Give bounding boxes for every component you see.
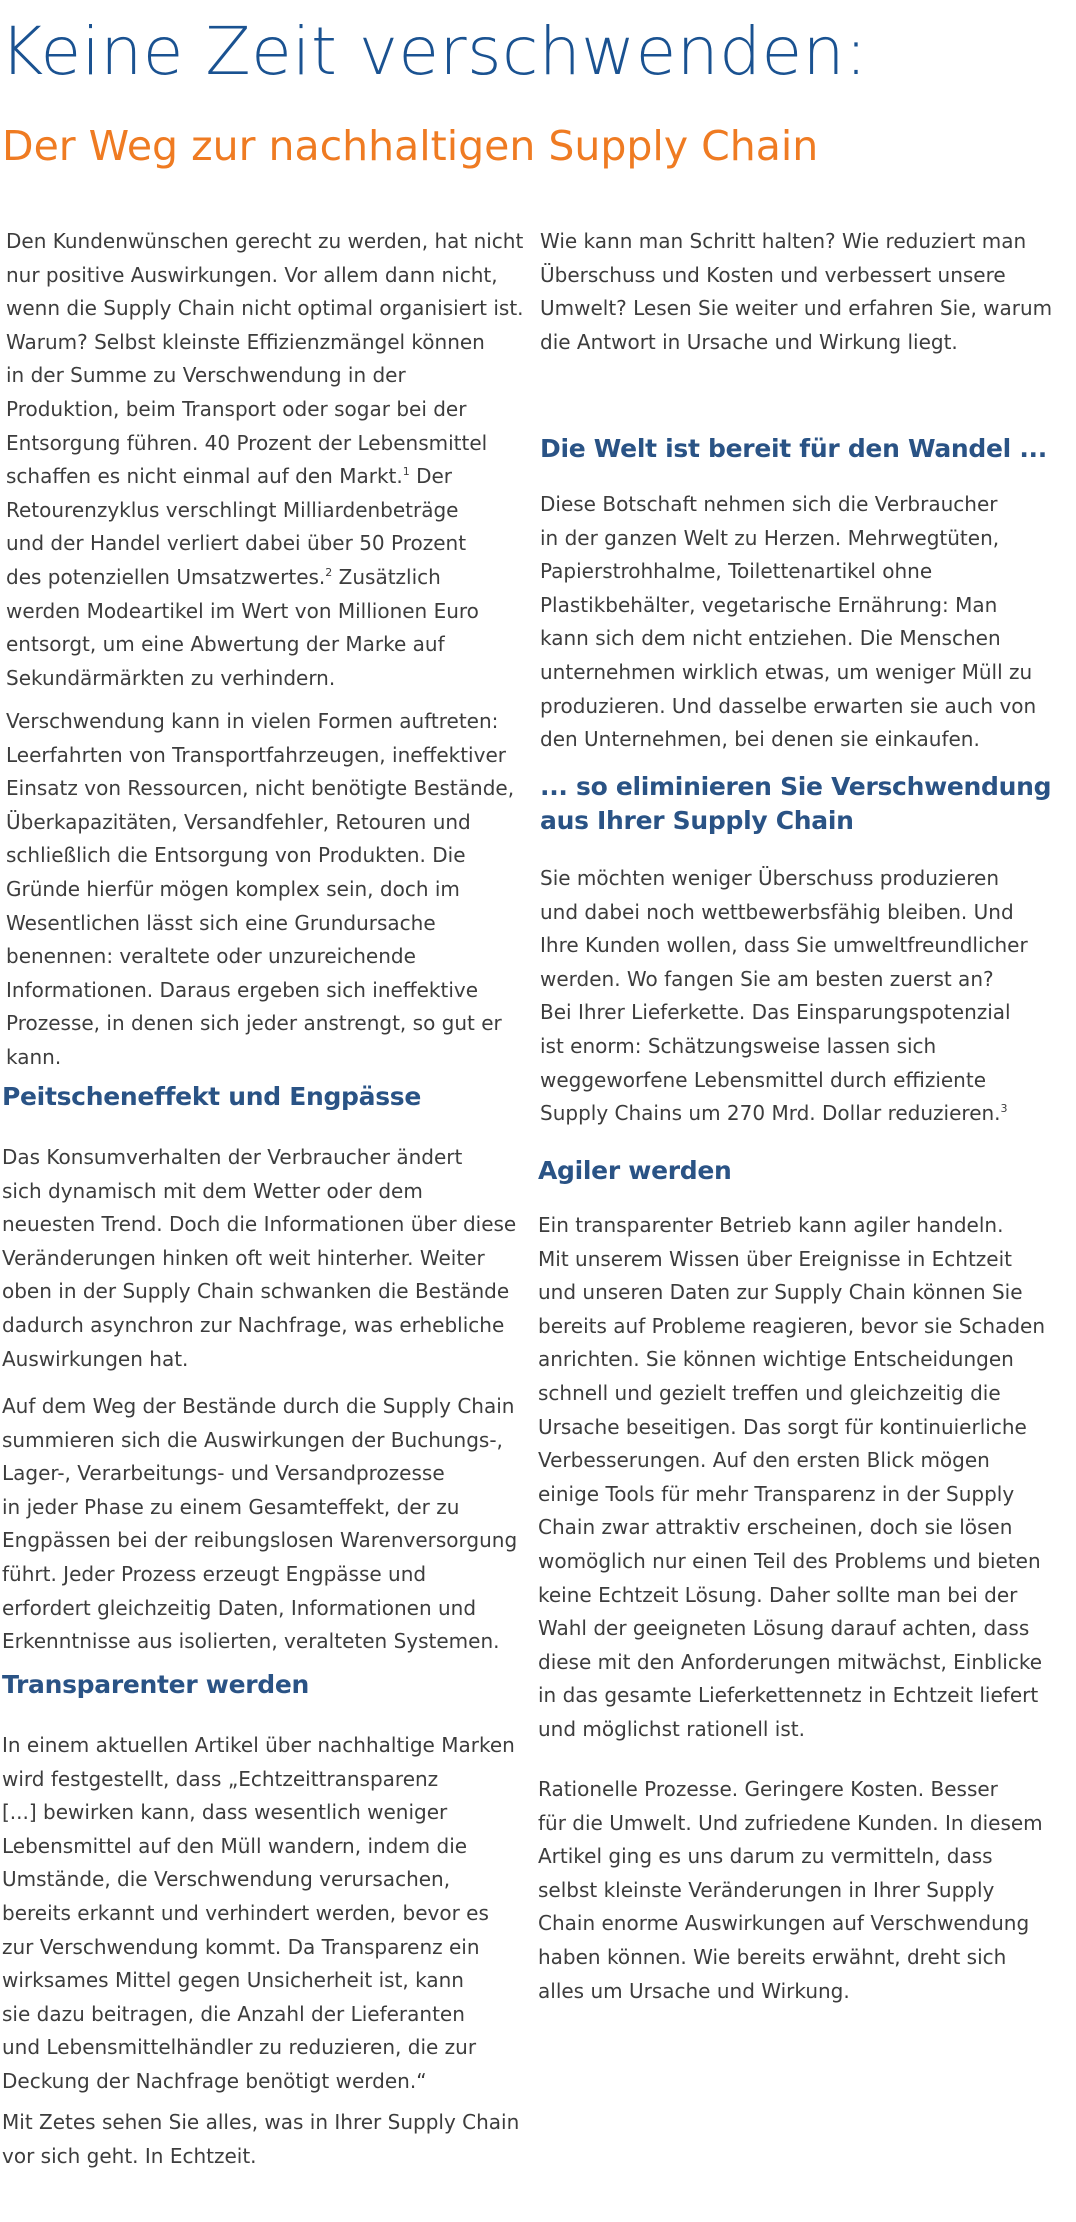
text-line: Erkenntnisse aus isolierten, veralteten Systemen. [2, 1629, 500, 1654]
text-line: zur Verschwendung kommt. Da Transparenz ein [2, 1934, 480, 1959]
text-line: und möglichst rationell ist. [538, 1716, 805, 1741]
text-line: unternehmen wirklich etwas, um weniger Müll zu [540, 659, 1033, 684]
text-line: wirksames Mittel gegen Unsicherheit ist, kann [2, 1968, 464, 1993]
text-line: keine Echtzeit Lösung. Daher sollte man bei der [538, 1582, 1018, 1607]
text-line: und Lebensmittelhändler zu reduzieren, die zur [2, 2035, 477, 2060]
text-line: Einsatz von Ressourcen, nicht benötigte Bestände, [6, 776, 515, 801]
footnote-marker: 2 [325, 565, 333, 579]
text-line: und der Handel verliert dabei über 50 Prozent [6, 531, 467, 556]
text-line: wird festgestellt, dass „Echtzeittransparenz [2, 1766, 439, 1791]
paragraph-less-surplus [540, 862, 1028, 1131]
section-heading-world-ready: Die Welt ist bereit für den Wandel ... [540, 434, 1047, 463]
footnote-marker: 3 [1000, 1102, 1008, 1116]
text-line: nur positive Auswirkungen. Vor allem dann nicht, [6, 262, 498, 287]
text-line: Prozesse, in denen sich jeder anstrengt, so gut er [6, 1011, 502, 1036]
text-line: weggeworfene Lebensmittel durch effiziente [540, 1067, 986, 1092]
text-line: Entsorgung führen. 40 Prozent der Lebensmittel [6, 430, 488, 455]
text-line: Artikel ging es uns darum zu vermitteln, dass [538, 1844, 993, 1869]
text-line: dadurch asynchron zur Nachfrage, was erhebliche [2, 1312, 505, 1337]
text-line: summieren sich die Auswirkungen der Buchungs-, [2, 1427, 503, 1452]
text-line: Papierstrohhalme, Toilettenartikel ohne [540, 559, 933, 584]
heading-line: aus Ihrer Supply Chain [540, 806, 854, 835]
footnote-marker: 1 [402, 465, 410, 479]
text-line: selbst kleinste Veränderungen in Ihrer Supply [538, 1877, 995, 1902]
paragraph-agile-operations [538, 1209, 1045, 1747]
text-line: Lebensmittel auf den Müll wandern, indem die [2, 1833, 468, 1858]
paragraph-intro [6, 225, 524, 695]
text-line: in jeder Phase zu einem Gesamteffekt, der zu [2, 1494, 460, 1519]
text-line: womöglich nur einen Teil des Problems und bieten [538, 1548, 1041, 1573]
text-segment: schaffen es nicht einmal auf den Markt. [6, 464, 403, 489]
text-line: Deckung der Nachfrage benötigt werden.“ [2, 2068, 427, 2093]
text-line: Sekundärmärkten zu verhindern. [6, 665, 336, 690]
text-segment: Supply Chains um 270 Mrd. Dollar reduzieren. [540, 1101, 1001, 1126]
text-line: Chain zwar attraktiv erscheinen, doch sie lösen [538, 1515, 1013, 1540]
text-line: in der Summe zu Verschwendung in der [6, 363, 406, 388]
text-line: für die Umwelt. Und zufriedene Kunden. In diesem [538, 1810, 1043, 1835]
page-title: Keine Zeit verschwenden: [0, 13, 868, 90]
text-line: Wesentlichen lässt sich eine Grundursache [6, 910, 436, 935]
text-line-with-footnote [6, 561, 524, 595]
text-line: Das Konsumverhalten der Verbraucher ändert [2, 1145, 463, 1169]
text-line: Warum? Selbst kleinste Effizienzmängel können [6, 329, 485, 354]
text-line: Retourenzyklus verschlingt Milliardenbeträge [6, 497, 459, 522]
text-line: diese mit den Anforderungen mitwächst, Einblicke [538, 1649, 1043, 1674]
text-line: erfordert gleichzeitig Daten, Informationen und [2, 1595, 477, 1620]
paragraph-conclusion [538, 1773, 1043, 2008]
text-line: produzieren. Und dasselbe erwarten sie auch von [540, 693, 1037, 718]
text-segment: Zusätzlich [332, 564, 441, 589]
text-line: neuesten Trend. Doch die Informationen über diese [2, 1212, 517, 1237]
text-line: Umwelt? Lesen Sie weiter und erfahren Sie, warum [540, 296, 1053, 321]
text-line: einige Tools für mehr Transparenz in der Supply [538, 1481, 1015, 1506]
text-line: die Antwort in Ursache und Wirkung liegt. [540, 329, 958, 354]
paragraph-zetes [2, 2106, 519, 2173]
paragraph-consumers-message [540, 488, 1036, 757]
text-line: Ein transparenter Betrieb kann agiler handeln. [538, 1213, 1004, 1237]
text-line: schließlich die Entsorgung von Produkten. Die [6, 843, 466, 868]
text-line: Gründe hierfür mögen komplex sein, doch im [6, 876, 460, 901]
text-line: kann. [6, 1044, 62, 1069]
text-line: anrichten. Sie können wichtige Entscheidungen [538, 1347, 1014, 1372]
text-line: in der ganzen Welt zu Herzen. Mehrwegtüten, [540, 525, 1000, 550]
text-line: Den Kundenwünschen gerecht zu werden, hat nicht [6, 229, 524, 253]
text-line: werden Modeartikel im Wert von Millionen Euro [6, 598, 479, 623]
text-line: Überschuss und Kosten und verbessert unsere [540, 262, 1006, 287]
heading-line: ... so eliminieren Sie Verschwendung [540, 772, 1052, 801]
text-line: ist enorm: Schätzungsweise lassen sich [540, 1033, 937, 1058]
text-line: werden. Wo fangen Sie am besten zuerst an? [540, 966, 994, 991]
section-heading-more-agile: Agiler werden [538, 1156, 732, 1185]
text-line: Wahl der geeigneten Lösung darauf achten, dass [538, 1616, 1030, 1641]
text-line: Wie kann man Schritt halten? Wie reduziert man [540, 229, 1027, 253]
text-segment: des potenziellen Umsatzwertes. [6, 564, 326, 589]
paragraph-forms-of-waste [6, 705, 514, 1075]
text-line: benennen: veraltete oder unzureichende [6, 944, 416, 969]
text-segment: Der [409, 464, 453, 489]
text-line: In einem aktuellen Artikel über nachhaltige Marken [2, 1733, 515, 1757]
text-line: Verschwendung kann in vielen Formen auftreten: [6, 709, 499, 733]
text-line: kann sich dem nicht entziehen. Die Menschen [540, 626, 1001, 651]
text-line: und dabei noch wettbewerbsfähig bleiben. Und [540, 899, 1014, 924]
text-line-with-footnote [6, 460, 524, 494]
paragraph-keep-pace [540, 225, 1052, 359]
text-line: Verbesserungen. Auf den ersten Blick mögen [538, 1448, 990, 1473]
text-line: Lager-, Verarbeitungs- und Versandprozesse [2, 1461, 445, 1486]
text-line-with-footnote [540, 1097, 1028, 1131]
text-line: Diese Botschaft nehmen sich die Verbraucher [540, 492, 998, 516]
paragraph-article-quote [2, 1729, 515, 2099]
text-line: Chain enorme Auswirkungen auf Verschwendung [538, 1911, 1030, 1936]
text-line: Leerfahrten von Transportfahrzeugen, ineffektiver [6, 742, 506, 767]
text-line: Engpässen bei der reibungslosen Warenversorgung [2, 1528, 518, 1553]
text-line: den Unternehmen, bei denen sie einkaufen. [540, 727, 980, 752]
text-line: vor sich geht. In Echtzeit. [2, 2143, 257, 2168]
paragraph-consumer-behaviour [2, 1141, 516, 1376]
text-line: bereits auf Probleme reagieren, bevor sie Schaden [538, 1313, 1045, 1338]
text-line: Rationelle Prozesse. Geringere Kosten. Besser [538, 1777, 998, 1801]
text-line: Mit unserem Wissen über Ereignisse in Echtzeit [538, 1246, 1012, 1271]
section-heading-bullwhip: Peitscheneffekt und Engpässe [2, 1082, 422, 1111]
section-heading-transparency: Transparenter werden [2, 1670, 310, 1699]
text-line: in das gesamte Lieferkettennetz in Echtzeit liefert [538, 1683, 1039, 1708]
text-line: und unseren Daten zur Supply Chain können Sie [538, 1280, 1023, 1305]
text-line: haben können. Wie bereits erwähnt, dreht sich [538, 1944, 1007, 1969]
text-line: oben in der Supply Chain schwanken die Bestände [2, 1279, 510, 1304]
section-heading-eliminate-waste [540, 770, 1051, 838]
text-line: [...] bewirken kann, dass wesentlich weniger [2, 1800, 448, 1825]
text-line: Auswirkungen hat. [2, 1346, 189, 1371]
text-line: wenn die Supply Chain nicht optimal organisiert ist. [6, 296, 524, 321]
text-line: Ursache beseitigen. Das sorgt für kontinuierliche [538, 1414, 1027, 1439]
text-line: führt. Jeder Prozess erzeugt Engpässe und [2, 1561, 427, 1586]
text-line: Plastikbehälter, vegetarische Ernährung: Man [540, 592, 998, 617]
text-line: Bei Ihrer Lieferkette. Das Einsparungspotenzial [540, 1000, 1011, 1025]
text-line: sie dazu beitragen, die Anzahl der Lieferanten [2, 2001, 465, 2026]
text-line: sich dynamisch mit dem Wetter oder dem [2, 1178, 423, 1203]
text-line: Veränderungen hinken oft weit hinterher. Weiter [2, 1245, 485, 1270]
text-line: Produktion, beim Transport oder sogar bei der [6, 396, 467, 421]
paragraph-stock-journey [2, 1390, 517, 1659]
text-line: Überkapazitäten, Versandfehler, Retouren und [6, 809, 471, 834]
text-line: Umstände, die Verschwendung verursachen, [2, 1867, 451, 1892]
text-line: Ihre Kunden wollen, dass Sie umweltfreundlicher [540, 933, 1028, 958]
text-line: alles um Ursache und Wirkung. [538, 1978, 850, 2003]
text-line: Auf dem Weg der Bestände durch die Supply Chain [2, 1394, 515, 1418]
text-line: entsorgt, um eine Abwertung der Marke auf [6, 632, 445, 657]
text-line: Mit Zetes sehen Sie alles, was in Ihrer Supply Chain [2, 2110, 520, 2134]
text-line: Sie möchten weniger Überschuss produzieren [540, 866, 999, 890]
text-line: Informationen. Daraus ergeben sich ineffektive [6, 977, 479, 1002]
page-subtitle: Der Weg zur nachhaltigen Supply Chain [2, 122, 819, 170]
text-line: bereits erkannt und verhindert werden, bevor es [2, 1900, 489, 1925]
text-line: schnell und gezielt treffen und gleichzeitig die [538, 1380, 1001, 1405]
